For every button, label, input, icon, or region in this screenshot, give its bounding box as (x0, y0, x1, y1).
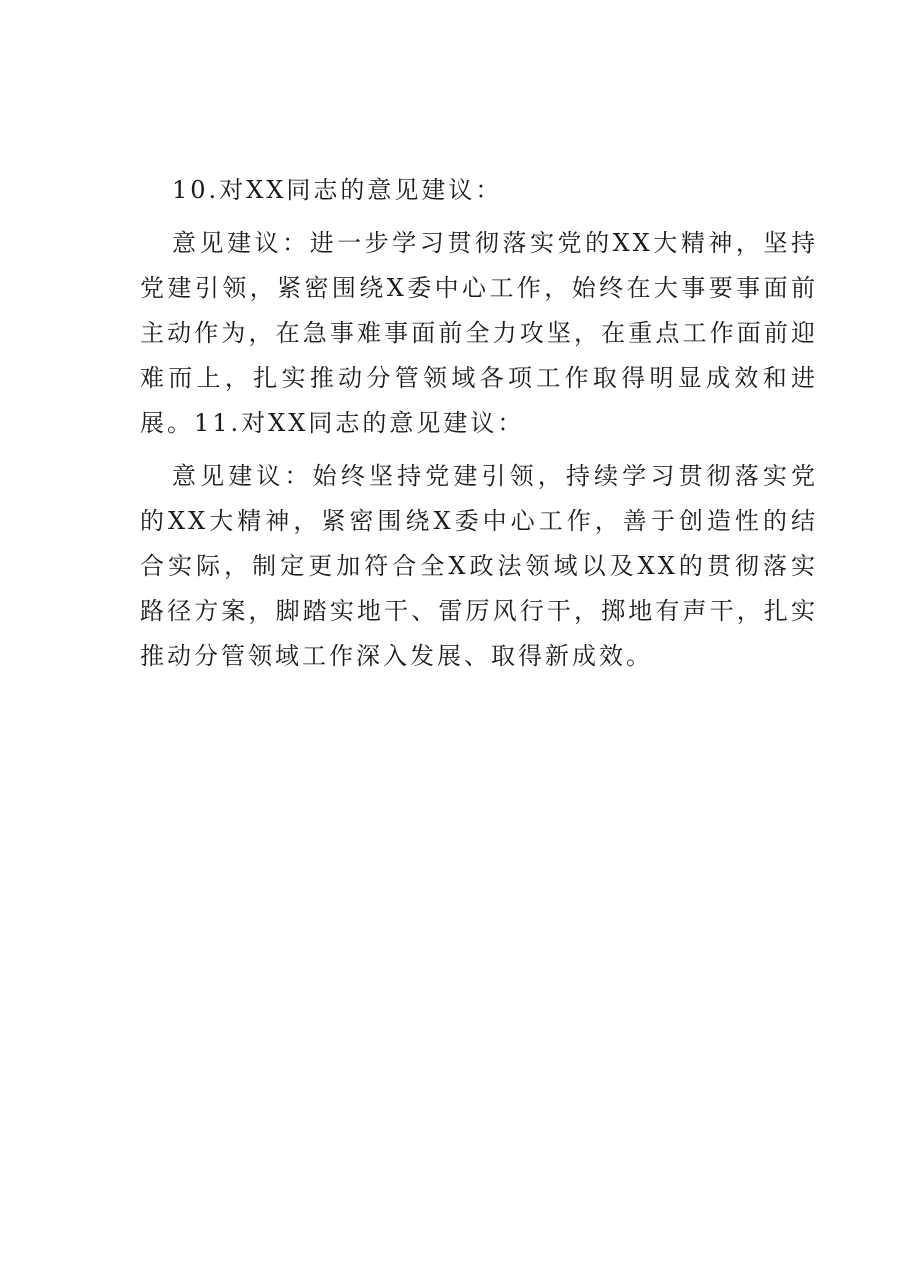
document-body (140, 168, 818, 687)
paragraph-suggestion-2: 意见建议：始终坚持党建引领，持续学习贯彻落实党的XX大精神，紧密围绕X委中心工作，善于创造性的结合实际，制定更加符合全X政法领域以及XX的贯彻落实路径方案，脚踏实地干、雷厉风行干，掷地有声干，扎实推动分管领域工作深入发展、取得新成效。 (140, 462, 818, 670)
paragraph-suggestion-1: 意见建议：进一步学习贯彻落实党的XX大精神，坚持党建引领，紧密围绕X委中心工作，始终在大事要事面前主动作为，在急事难事面前全力攻坚，在重点工作面前迎难而上，扎实推动分管领域各项工作取得明显成效和进展。11.对XX同志的意见建议： (140, 229, 818, 437)
section-heading-10: 10.对XX同志的意见建议： (172, 176, 503, 204)
